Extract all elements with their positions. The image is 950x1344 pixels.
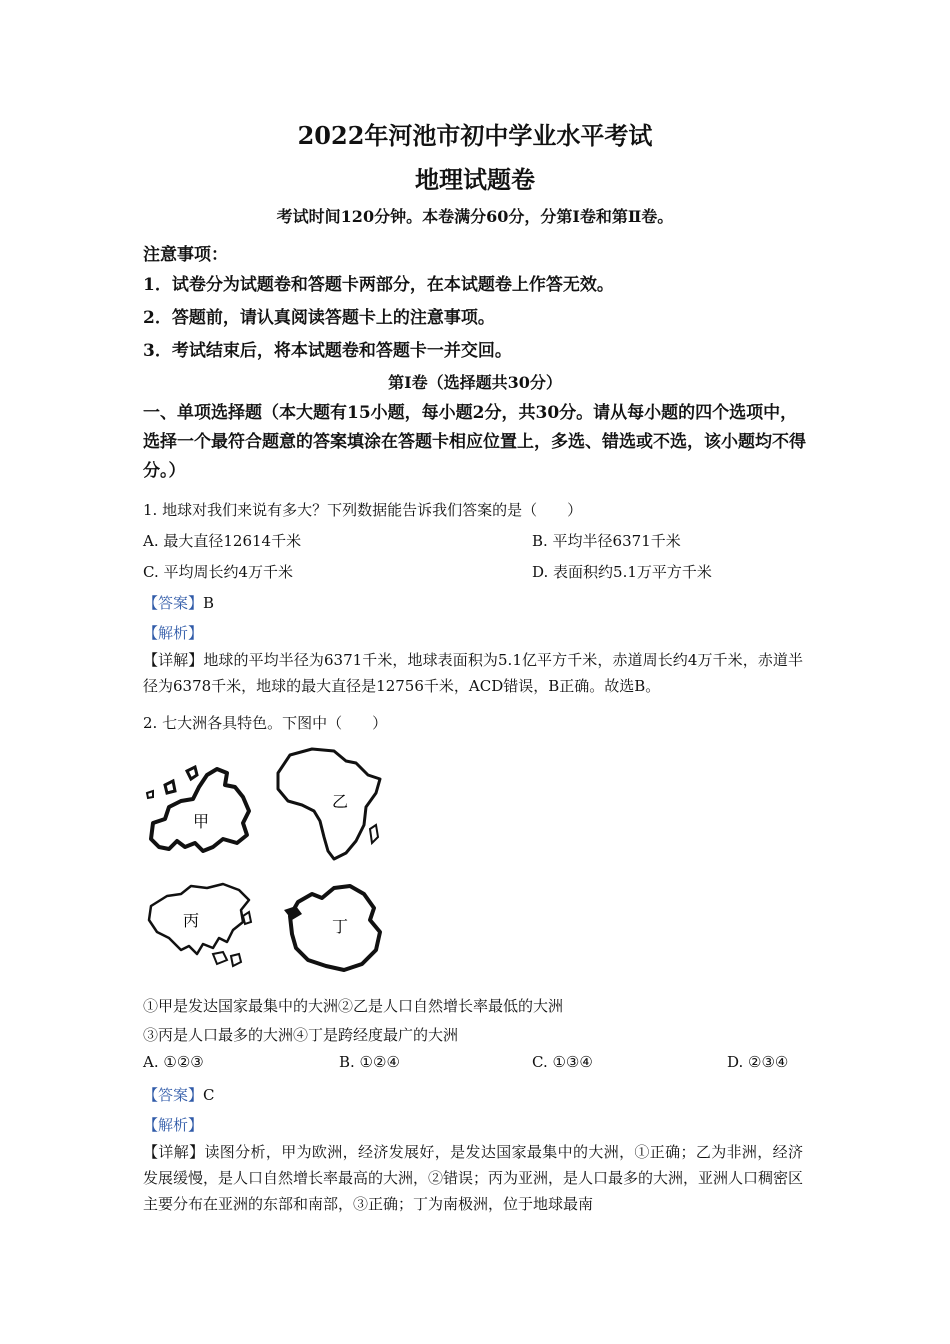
detail-tag: 【详解】 — [143, 1143, 205, 1161]
africa-map — [272, 745, 392, 865]
q1-answer — [143, 592, 214, 613]
q2-detail — [143, 1139, 803, 1217]
asia-map — [143, 880, 253, 972]
q2-option-b: B. ①②④ — [339, 1053, 400, 1071]
q2-statement-1: ①甲是发达国家最集中的大洲②乙是人口自然增长率最低的大洲 — [143, 997, 564, 1015]
exam-info: 考试时间120分钟。本卷满分60分，分第Ⅰ卷和第Ⅱ卷。 — [276, 207, 674, 226]
q1-option-b: B. 平均半径6371千米 — [532, 532, 681, 550]
detail-text: 地球的平均半径为6371千米，地球表面积为5.1亿平方千米，赤道周长约4万千米，赤道半径为6378千米，地球的最大直径是12756千米，ACD错误，B正确。故选B。 — [143, 651, 803, 695]
notice-item: 1．试卷分为试题卷和答题卡两部分，在本试题卷上作答无效。 — [143, 275, 614, 295]
q2-option-c: C. ①③④ — [532, 1053, 593, 1071]
q1-option-d: D. 表面积约5.1万平方千米 — [532, 563, 712, 581]
exam-title: 2022年河池市初中学业水平考试 — [297, 121, 653, 150]
map-label-bing: 丙 — [183, 911, 200, 930]
notice-item: 3．考试结束后，将本试题卷和答题卡一并交回。 — [143, 341, 512, 361]
analysis-tag: 【解析】 — [143, 624, 204, 642]
q1-option-c: C. 平均周长约4万千米 — [143, 563, 294, 581]
q2-option-a: A. ①②③ — [143, 1053, 204, 1071]
q2-statement-2: ③丙是人口最多的大洲④丁是跨经度最广的大洲 — [143, 1026, 459, 1044]
europe-map — [143, 763, 253, 855]
notice-item: 2．答题前，请认真阅读答题卡上的注意事项。 — [143, 308, 495, 328]
section-instruction: 一、单项选择题（本大题有15小题，每小题2分，共30分。请从每小题的四个选项中，选择一个最符合题意的答案填涂在答题卡相应位置上，多选、错选或不选，该小题均不得分。） — [143, 403, 806, 481]
map-label-ding: 丁 — [332, 917, 349, 936]
answer-tag: 【答案】 — [143, 1086, 204, 1104]
answer-value: C — [203, 1086, 215, 1104]
q2-stem: 2. 七大洲各具特色。下图中（ ） — [143, 714, 388, 732]
map-label-jia: 甲 — [193, 812, 210, 831]
section-heading: 第Ⅰ卷（选择题共30分） — [388, 373, 562, 392]
notice-heading: 注意事项： — [143, 245, 228, 265]
q1-option-a: A. 最大直径12614千米 — [143, 532, 302, 550]
antarctica-map — [278, 880, 388, 976]
q1-detail — [143, 647, 803, 699]
exam-subtitle: 地理试题卷 — [415, 165, 535, 194]
detail-tag: 【详解】 — [143, 651, 204, 669]
q2-answer — [143, 1084, 215, 1105]
map-label-yi: 乙 — [332, 792, 349, 811]
q1-stem: 1. 地球对我们来说有多大？下列数据能告诉我们答案的是（ ） — [143, 501, 583, 519]
q2-option-d: D. ②③④ — [727, 1053, 789, 1071]
q2-analysis — [143, 1114, 203, 1135]
answer-tag: 【答案】 — [143, 594, 204, 612]
detail-text: 读图分析，甲为欧洲，经济发展好，是发达国家最集中的大洲，①正确；乙为非洲，经济发展缓慢，是人口自然增长率最高的大洲，②错误；丙为亚洲，是人口最多的大洲，亚洲人口稠密区主要分布在亚洲的东部和南部，③正确；丁为南极洲，位于地球最南 — [143, 1143, 804, 1213]
answer-value: B — [203, 594, 215, 612]
q1-analysis — [143, 622, 203, 643]
analysis-tag: 【解析】 — [143, 1116, 204, 1134]
